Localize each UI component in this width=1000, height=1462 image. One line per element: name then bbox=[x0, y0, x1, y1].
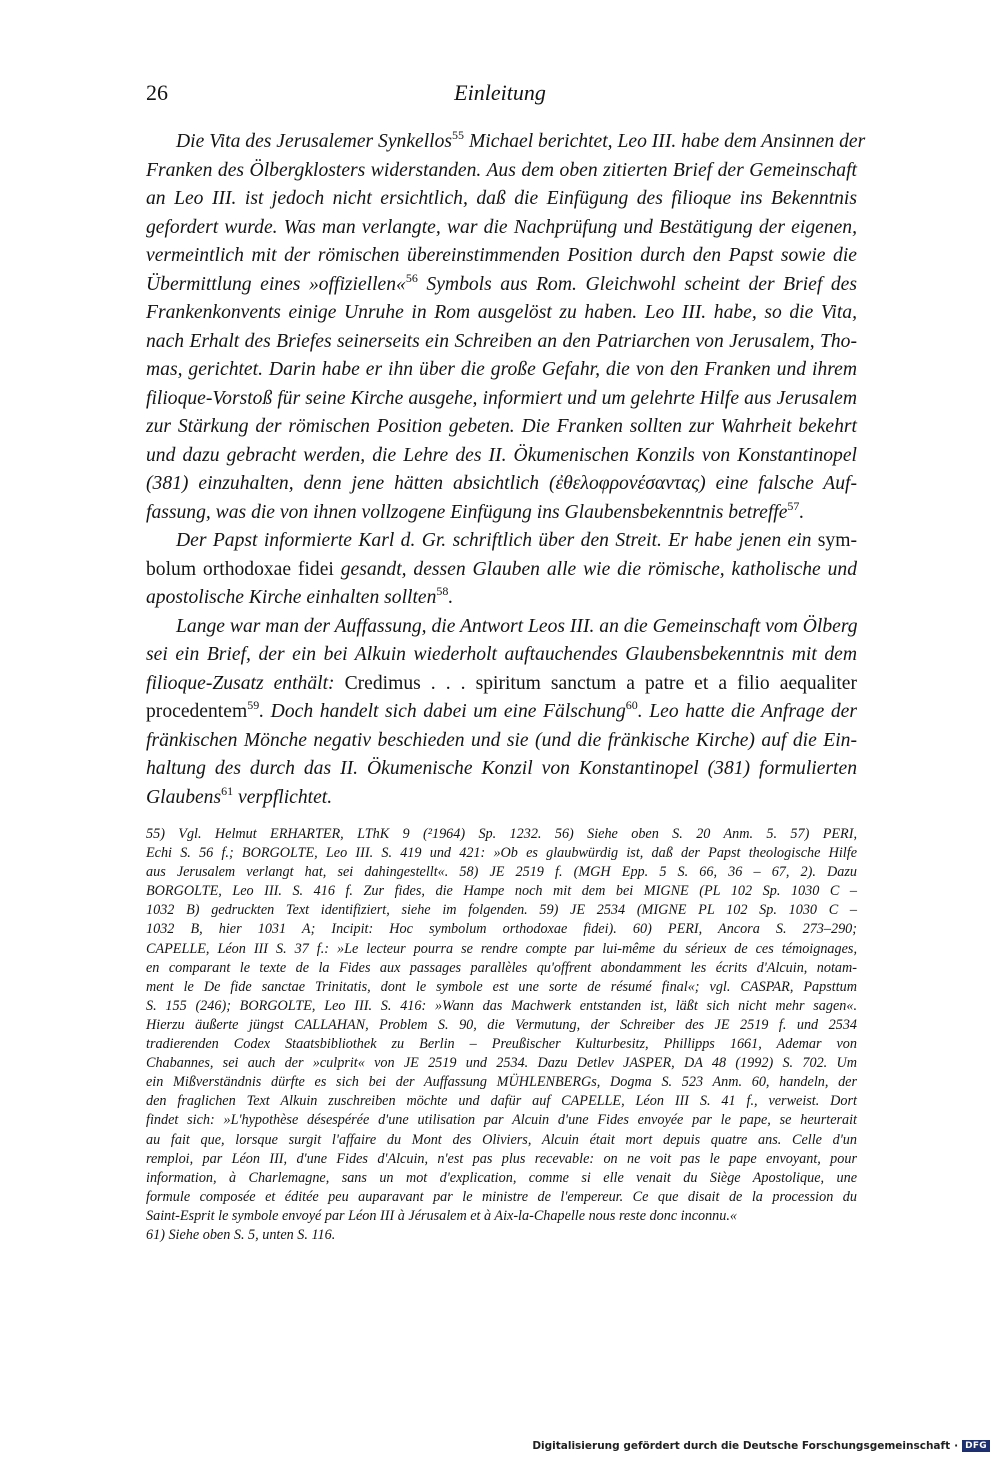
footnote-line: BORGOLTE, Leo III. S. 416 f. Zur fides, die Hampe noch mit dem bei MIGNE (PL 102 Sp. 1030 C – bbox=[146, 883, 857, 900]
text-line: fränkischen Mönche negativ beschieden und sie (und die fränkische Kirche) auf die Ein- bbox=[146, 729, 857, 751]
footnote-line: aus Jerusalem verlangt hat, sei dahingestellt«. 58) JE 2519 f. (MGH Epp. 5 S. 66, 36 – 67, 2). Dazu bbox=[146, 864, 857, 881]
footnote-line: 1032 B, hier 1031 A; Incipit: Hoc symbolum orthodoxae fidei). 60) PERI, Ancora S. 273–290; bbox=[146, 921, 857, 938]
text-line: vermeintlich mit der römischen übereinstimmenden Position durch den Papst sowie die bbox=[146, 245, 857, 266]
footnote-ref: 56 bbox=[405, 270, 418, 285]
footnote-line: Saint-Esprit le symbole envoyé par Léon III à Jérusalem et à Aix-la-Chapelle nous reste donc inconnu.« bbox=[146, 1207, 738, 1224]
text-line: nach Erhalt des Briefes seinerseits ein Schreiben an den Patriarchen von Jerusalem, Tho- bbox=[146, 330, 857, 352]
paragraph-2 bbox=[146, 527, 857, 613]
text-line: Die Vita des Jerusalemer Synkellos$^{55}$ Michael berichtet, Leo III. habe dem Ansinnen der bbox=[176, 128, 866, 152]
footnote-line: 1032 B) gedruckten Text identifiziert, siehe im folgenden. 59) JE 2534 (MIGNE PL 102 Sp. 1030 C – bbox=[146, 902, 857, 919]
footnote-line: formule composée et éditée peu auparavant par le ministre de l'empereur. Ce que disait de la procession du bbox=[146, 1188, 857, 1205]
main-text bbox=[146, 128, 866, 812]
text-line: filioque-Vorstoß für seine Kirche ausgehe, informiert und um gelehrte Hilfe aus Jerusalem bbox=[146, 387, 857, 409]
text-line: gefordert wurde. Was man verlangte, war die Nachprüfung und Bestätigung der eigenen, bbox=[146, 216, 857, 238]
text-line: Übermittlung eines »offiziellen«$^{56}$ Symbols aus Rom. Gleichwohl scheint der Brief des bbox=[146, 270, 857, 295]
text-line: Lange war man der Auffassung, die Antwort Leos III. an die Gemeinschaft vom Ölberg bbox=[176, 615, 858, 637]
text-line: und dazu gebracht werden, die Lehre des II. Ökumenischen Konzils von Konstantinopel bbox=[146, 444, 857, 466]
footnote-line: S. 155 (246); BORGOLTE, Leo III. S. 416: »Wann das Machwerk entstanden ist, läßt sich nicht mehr sagen«. bbox=[146, 997, 857, 1014]
digitization-credit: Digitalisierung gefördert durch die Deutsche Forschungsgemeinschaft · DFG bbox=[532, 1440, 990, 1452]
footnotes bbox=[146, 825, 857, 1245]
footnote-line: Hierzu äußerte jüngst CALLAHAN, Problem S. 90, die Vermutung, der Schreiber des JE 2519 f. und 2534 bbox=[146, 1016, 857, 1033]
running-head: Einleitung bbox=[454, 80, 546, 105]
footnote-line: 61) Siehe oben S. 5, unten S. 116. bbox=[146, 1226, 336, 1243]
footnote-line: Echi S. 56 f.; BORGOLTE, Leo III. S. 419 und 421: »Ob es glaubwürdig ist, daß der Papst theologische Hilfe bbox=[146, 845, 857, 862]
text-line: Der Papst informierte Karl d. Gr. schriftlich über den Streit. Er habe jenen ein sym- bbox=[176, 530, 857, 551]
text-line: an Leo III. ist jedoch nicht ersichtlich, daß die Einfügung des filioque ins Bekenntnis bbox=[146, 188, 857, 209]
footnote-line: en comparant le texte de la Fides aux passages parallèles qu'offrent abondamment les écrits d'Alcuin, notam- bbox=[146, 959, 857, 976]
text-line: filioque-Zusatz enthält: Credimus . . . spiritum sanctum a patre et a filio aequaliter bbox=[146, 672, 857, 694]
text-line: fassung, was die von ihnen vollzogene Einfügung ins Glaubensbekenntnis betreffe$^{57}$. bbox=[146, 498, 805, 523]
text-line: haltung des durch das II. Ökumenische Konzil von Konstantinopel (381) formulierten bbox=[146, 758, 857, 779]
footnote-ref: 57 bbox=[787, 498, 800, 513]
footnote-line: remploi, par Léon III, d'une Fides d'Alcuin, n'est pas plus recevable: on ne voit pas le pape envoyant, pour bbox=[146, 1150, 857, 1167]
footnote-line: information, à Charlemagne, sans un mot d'explication, comme si elle venait du Siège Apostolique, une bbox=[146, 1169, 857, 1186]
footnote-line: tradierenden Codex Staatsbibliothek zu Berlin – Preußischer Kulturbesitz, Phillipps 1661, Ademar von bbox=[146, 1036, 857, 1053]
text-line: Frankenkonvents einige Unruhe in Rom ausgelöst zu haben. Leo III. habe, so die Vita, bbox=[146, 302, 857, 323]
text-line: apostolische Kirche einhalten sollten$^{58}$. bbox=[146, 584, 454, 608]
footnote-line: 55) Vgl. Helmut ERHARTER, LThK 9 (²1964) Sp. 1232. 56) Siehe oben S. 20 Anm. 5. 57) PERI, bbox=[146, 826, 857, 842]
dfg-logo-icon: DFG bbox=[962, 1440, 990, 1452]
footnote-ref: 58 bbox=[436, 584, 449, 598]
footnote-line: den fraglichen Text Alkuin zuschreiben möchte und dafür auf CAPELLE, Léon III S. 41 f., verweist. Dort bbox=[146, 1093, 857, 1110]
footnote-ref: 55 bbox=[452, 128, 465, 142]
text-line: Glaubens$^{61}$ verpflichtet. bbox=[146, 783, 333, 808]
paragraph-3 bbox=[146, 613, 857, 813]
footnote-line: ein Mißverständnis dürfte es sich bei der Auffassung MÜHLENBERGs, Dogma S. 523 Anm. 60, handeln, der bbox=[146, 1074, 857, 1091]
text-line: sei ein Brief, der ein bei Alkuin wiederholt auftauchendes Glaubensbekenntnis mit dem bbox=[146, 644, 857, 665]
page-number: 26 bbox=[146, 80, 168, 105]
text-line: Franken des Ölbergklosters widerstanden. Aus dem oben zitierten Brief der Gemeinschaft bbox=[146, 159, 857, 181]
footnote-line: Chabannes, sei auch der »culprit« von JE 2519 und 2534. Dazu Detlev JASPER, DA 48 (1992) S. 702. Um bbox=[146, 1055, 857, 1072]
text-line: mas, gerichtet. Darin habe er ihn über die große Gefahr, die von den Franken und ihrem bbox=[146, 359, 857, 380]
footnote-line: CAPELLE, Léon III S. 37 f.: »Le lecteur pourra se rendre compte par lui-même du sérieux de ces témoignages, bbox=[146, 940, 857, 957]
text-line: procedentem$^{59}$. Doch handelt sich dabei um eine Fälschung$^{60}$. Leo hatte die Anfrage der bbox=[146, 698, 857, 722]
footnote-line: findet sich: »L'hypothèse désespérée d'une utilisation par Alcuin d'une Fides envoyée par le pape, se heurterait bbox=[146, 1112, 857, 1129]
footnote-ref: 59 bbox=[247, 698, 260, 712]
footnote-ref: 61 bbox=[221, 783, 234, 798]
text-line: zur Stärkung der römischen Position gebeten. Die Franken sollten zur Wahrheit bekehrt bbox=[146, 416, 857, 437]
text-line: (381) einzuhalten, denn jene hätten absichtlich (ἐθελοφρονέσαντας) eine falsche Auf- bbox=[146, 473, 857, 494]
text-line: bolum orthodoxae fidei gesandt, dessen Glauben alle wie die römische, katholische und bbox=[146, 558, 857, 580]
footnote-line: ment le De fide sanctae Trinitatis, dont le symbole est une sorte de résumé final«; vgl. CASPAR, Papsttum bbox=[146, 978, 857, 995]
paragraph-1 bbox=[146, 128, 866, 527]
footnote-line: au fait que, lorsque surgit l'affaire du Mont des Oliviers, Alcuin était mort depuis quatre ans. Celle d'un bbox=[146, 1131, 857, 1148]
credit-text: Digitalisierung gefördert durch die Deutsche Forschungsgemeinschaft bbox=[532, 1440, 951, 1452]
footnote-ref: 60 bbox=[625, 698, 638, 712]
